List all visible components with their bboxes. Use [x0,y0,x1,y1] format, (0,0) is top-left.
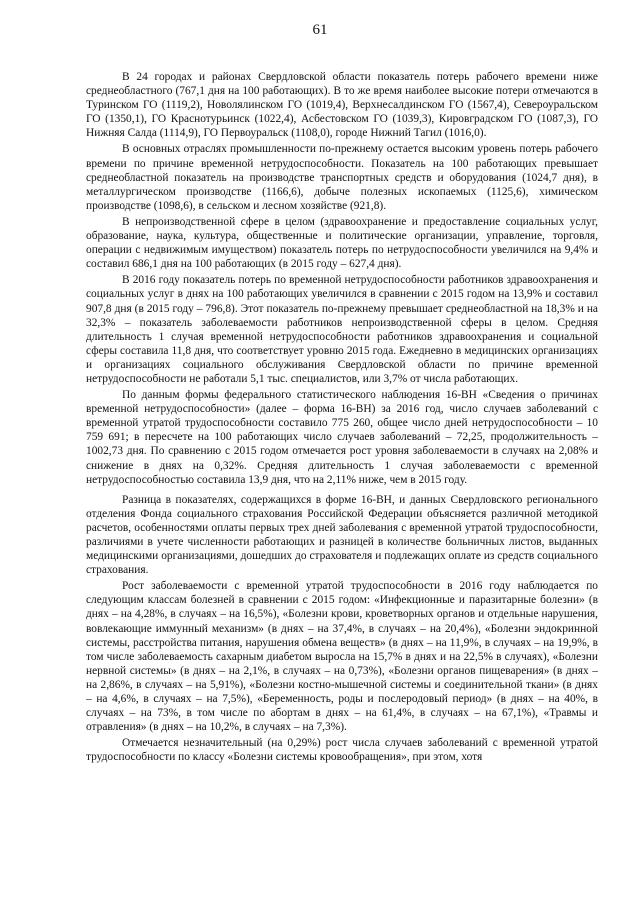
document-body [86,70,598,767]
paragraph-difference-explanation: Разница в показателях, содержащихся в форме 16-ВН, и данных Свердловского регионального отделения Фонда социального страхования Российской Федерации объясняется различной методикой расчетов, особенностями оплаты первых трех дней заболевания с временной утратой трудоспособности, различиями в учете численности работающих и разницей в количестве больничных листов, выданных медицинскими организациями, дошедших до страхователя и подлежащих оплате из средств социального страхования. [86,493,598,577]
paragraph-circulatory-system: Отмечается незначительный (на 0,29%) рост числа случаев заболеваний с временной утратой трудоспособности по классу «Болезни системы кровообращения», при этом, хотя [86,737,598,764]
paragraph-disease-classes-growth: Рост заболеваемости с временной утратой трудоспособности в 2016 году наблюдается по следующим классам болезней в сравнении с 2015 годом: «Инфекционные и паразитарные болезни» (в днях – на 4,28%, в случаях – на 16,5%), «Болезни крови, кроветворных органов и отдельные нарушения, вовлекающие иммунный механизм» (в днях – на 37,4%, в случаях – на 20,4%), «Болезни эндокринной системы, расстройства питания, нарушения обмена веществ» (в днях – на 11,9%, в случаях – на 19,9%, в том числе заболеваемость сахарным диабетом выросла на 15,7% в днях и на 22,5% в случаях), «Болезни нервной системы» (в днях – на 2,1%, в случаях – на 0,73%), «Болезни органов пищеварения» (в днях – на 2,86%, в случаях – на 5,91%), «Болезни костно-мышечной системы и соединительной ткани» (в днях – на 4,6%, в случаях – на 7,5%), «Беременность, роды и послеродовый период» (в днях – на 40%, в случаях – на 73%, в том числе по абортам в днях – на 61,4%, в случаях – на 67,1%), «Травмы и отравления» (в днях – на 10,2%, в случаях – на 7,3%). [86,580,598,734]
paragraph-non-production-sphere: В непроизводственной сфере в целом (здравоохранение и предоставление социальных услуг, образование, наука, культура, общественные и политические организации, управление, торговля, операции с недвижимым имуществом) показатель потерь по нетрудоспособности увеличился на 9,4% и составил 686,1 дня на 100 работающих (в 2015 году – 627,4 дня). [86,215,598,271]
page-number: 61 [312,22,328,38]
paragraph-form-16vn: По данным формы федерального статистического наблюдения 16-ВН «Сведения о причинах временной нетрудоспособности» (далее – форма 16-ВН) за 2016 год, число случаев заболеваний с временной утратой трудоспособности составило 775 260, общее число дней нетрудоспособности – 10 759 691; в пересчете на 100 работающих число случаев заболеваний – 72,25, продолжительность – 1002,73 дня. По сравнению с 2015 годом отмечается рост уровня заболеваемости в случаях на 2,08% и снижение в днях на 0,32%. Средняя длительность 1 случая заболеваемости с временной нетрудоспособностью составила 13,9 дня, что на 2,11% ниже, чем в 2015 году. [86,389,598,486]
paragraph-healthcare-workers: В 2016 году показатель потерь по временной нетрудоспособности работников здравоохранения и социальных услуг в днях на 100 работающих увеличился в сравнении с 2015 годом на 13,9% и составил 907,8 дня (в 2015 году – 796,8). Этот показатель по-прежнему превышает среднеобластной на 18,3% и на 32,3% – показатель заболеваемости работников непроизводственной сферы в целом. Средняя длительность 1 случая временной нетрудоспособности работников здравоохранения и социальной сферы составила 11,8 дня, что соответствует уровню 2015 года. Ежедневно в медицинских организациях и организациях социального обслуживания Свердловской области по причине временной нетрудоспособности не работали 5,1 тыс. специалистов, или 3,7% от числа работающих. [86,274,598,385]
paragraph-industry-losses: В основных отраслях промышленности по-прежнему остается высоким уровень потерь рабочего времени по причине временной нетрудоспособности. Показатель на 100 работающих превышает среднеобластной показатель на производстве транспортных средств и оборудования (1024,7 дня), в металлургическом производстве (1166,6), добыче полезных ископаемых (1125,6), химическом производстве (1098,6), в сельском и лесном хозяйстве (921,8). [86,143,598,212]
paragraph-city-losses: В 24 городах и районах Свердловской области показатель потерь рабочего времени ниже среднеобластного (767,1 дня на 100 работающих). В то же время наиболее высокие потери отмечаются в Туринском ГО (1119,2), Новолялинском ГО (1019,4), Верхнесалдинском ГО (1567,4), Североуральском ГО (1350,1), ГО Краснотурьинск (1022,4), Асбестовском ГО (1039,3), Кировградском ГО (1087,3), ГО Нижняя Салда (1114,9), ГО Первоуральск (1108,0), городе Нижний Тагил (1016,0). [86,71,598,140]
